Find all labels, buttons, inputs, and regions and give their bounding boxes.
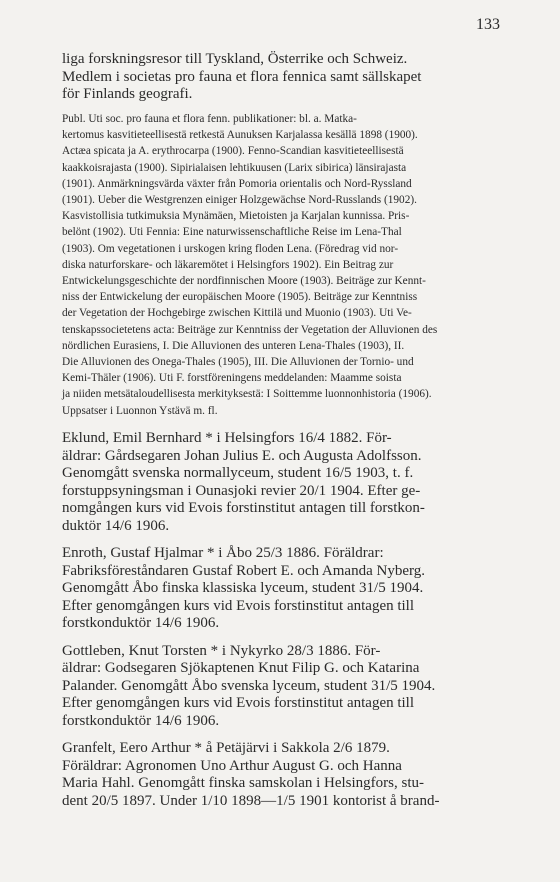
text-line: Medlem i societas pro fauna et flora fennica samt sällskapet [62,68,422,85]
publications-paragraph [62,111,504,419]
page-number: 133 [476,16,500,33]
text-line: Publ. Uti soc. pro fauna et flora fenn. publikationer: bl. a. Matka- [62,113,357,125]
text-line: niss der Entwickelung der europäischen Moore (1905). Beiträge zur Kenntniss [62,291,418,304]
text-line: liga forskningsresor till Tyskland, Österrike och Schweiz. [62,51,408,67]
biography-entries [62,430,504,820]
text-line: forstkonduktör 14/6 1906. [62,615,220,631]
text-line: Die Alluvionen des Onega-Thales (1905), III. Die Alluvionen der Tornio- und [62,356,414,369]
text-line: Entwickelungsgeschichte der nordfinnischen Moore (1903). Beiträge zur Kennt- [62,275,426,288]
text-line: diska naturforskare- och läkaremötet i Helsingfors 1902). Ein Beitrag zur [62,258,394,271]
text-line: ja niiden metsätaloudellisesta merkityksestä: I Soittemme luonnonhistoria (1906). [62,388,432,401]
text-line: (1901). Anmärkningsvärda växter från Pomoria orientalis och Nord-Ryssland [62,177,412,190]
text-line: Föräldrar: Agronomen Uno Arthur August G. och Hanna [62,757,402,774]
text-line: Granfelt, Eero Arthur * å Petäjärvi i Sakkola 2/6 1879. [62,740,390,756]
text-line: äldrar: Godsegaren Sjökaptenen Knut Filip G. och Katarina [62,660,420,676]
text-line: (1901). Ueber die Westgrenzen einiger Holzgewächse Nord-Russlands (1902). [62,194,417,207]
text-line: Uppsatser i Luonnon Ystävä m. fl. [62,404,218,417]
biography-entry [62,545,504,633]
text-line: kaakkoisrajasta (1900). Sipirialaisen lehtikuusen (Larix sibirica) länsirajasta [62,161,407,174]
text-line: Genomgått Åbo finska klassiska lyceum, student 31/5 1904. [62,580,424,596]
text-line: kertomus kasvitieteellisestä retkestä Aunuksen Karjalassa kesällä 1898 (1900). [62,129,418,142]
text-line: nördlichen Eurasiens, I. Die Alluvionen des unteren Lena-Thales (1903), II. [62,339,405,352]
text-line: forstkonduktör 14/6 1906. [62,712,220,729]
text-line: Kemi-Thäler (1906). Uti F. forstföreningens meddelanden: Maamme soista [62,372,402,385]
text-line: Efter genomgången kurs vid Evois forstinstitut antagen till [62,597,415,614]
text-line: belönt (1902). Uti Fennia: Eine naturwissenschaftliche Reise im Lena-Thal [62,226,402,239]
text-line: Eklund, Emil Bernhard * i Helsingfors 16/4 1882. För- [62,430,392,446]
text-line: Genomgått svenska normallyceum, student 16/5 1903, t. f. [62,465,414,481]
biography-entry [62,430,504,535]
text-line: Maria Hahl. Genomgått finska samskolan i Helsingfors, stu- [62,775,425,791]
text-line: för Finlands geografi. [62,86,193,102]
text-line: nomgången kurs vid Evois forstinstitut antagen till forstkon- [62,500,425,516]
text-line: Efter genomgången kurs vid Evois forstinstitut antagen till [62,695,415,711]
text-line: Enroth, Gustaf Hjalmar * i Åbo 25/3 1886. Föräldrar: [62,545,384,561]
text-line: der Vegetation der Hochgebirge zwischen Kittilä und Muonio (1903). Uti Ve- [62,307,412,320]
biography-entry [62,643,504,731]
text-line: äldrar: Gårdsegaren Johan Julius E. och Augusta Adolfsson. [62,447,422,464]
intro-paragraph [62,51,504,104]
text-line: (1903). Om vegetationen i urskogen kring floden Lena. (Föredrag vid nor- [62,242,399,255]
text-line: Kasvistollisia tutkimuksia Mynämäen, Mietoisten ja Karjalan kunnissa. Pris- [62,210,410,223]
text-line: Fabriksföreståndaren Gustaf Robert E. och Amanda Nyberg. [62,562,425,579]
text-line: dent 20/5 1897. Under 1/10 1898—1/5 1901 kontorist å brand- [62,792,440,809]
text-line: Actæa spicata ja A. erythrocarpa (1900). Fenno-Scandian kasvitieteellisestä [62,145,404,158]
text-line: forstuppsyningsman i Ounasjoki revier 20/1 1904. Efter ge- [62,482,421,499]
text-line: duktör 14/6 1906. [62,517,170,534]
biography-entry [62,740,504,810]
text-line: Gottleben, Knut Torsten * i Nykyrko 28/3 1886. För- [62,642,381,659]
text-line: tenskapssocietetens acta: Beiträge zur Kenntniss der Vegetation der Alluvionen des [62,323,438,336]
text-line: Palander. Genomgått Åbo svenska lyceum, student 31/5 1904. [62,677,436,694]
